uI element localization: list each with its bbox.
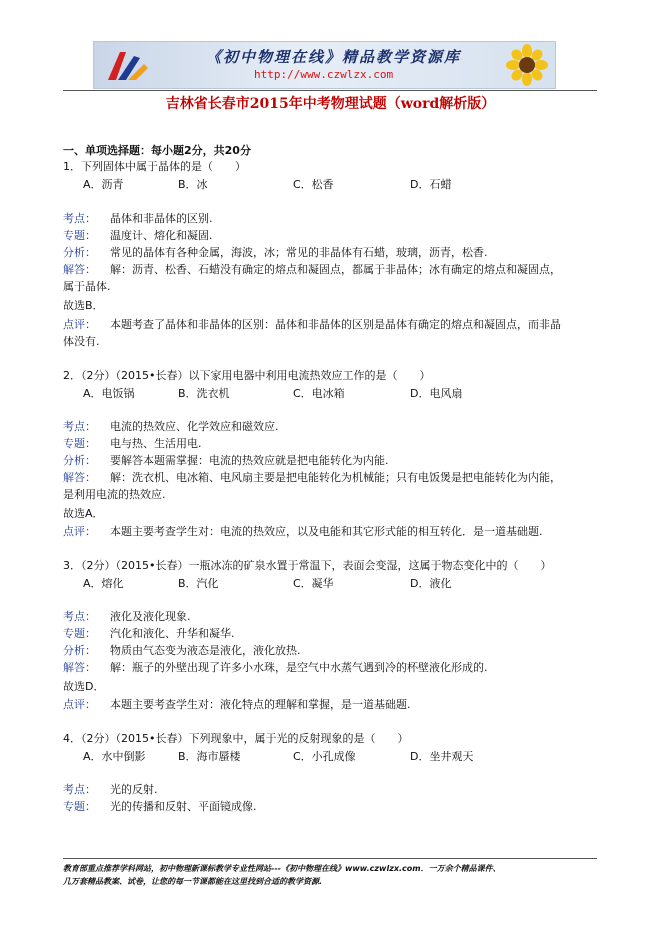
analysis-text: 解：洗衣机、电冰箱、电风扇主要是把电能转化为机械能；只有电饭煲是把电能转化为内能，	[110, 471, 561, 484]
analysis-row	[63, 318, 561, 332]
analysis-text: 温度计、熔化和凝固.	[110, 229, 213, 242]
analysis-text: 本题主要考查学生对：电流的热效应，以及电能和其它形式能的相互转化．是一道基础题.	[110, 525, 543, 538]
answer-line: 故选A．	[63, 507, 104, 520]
analysis-label: 点评：	[63, 525, 96, 538]
sunflower-icon	[505, 44, 549, 86]
analysis-text: 光的传播和反射、平面镜成像.	[110, 800, 257, 813]
banner-title: 《初中物理在线》精品教学资源库	[206, 48, 462, 66]
analysis-row	[63, 420, 279, 434]
analysis-label: 点评：	[63, 318, 96, 331]
answer-line: 故选D．	[63, 680, 105, 693]
analysis-row	[63, 698, 411, 712]
analysis-row	[63, 263, 561, 277]
question-2-stem: 2．（2分）（2015•长春）以下家用电器中利用电流热效应工作的是（ ）	[63, 369, 431, 382]
analysis-text: 本题主要考查学生对：液化特点的理解和掌握，是一道基础题.	[110, 698, 411, 711]
document-title: 吉林省长春市2015年中考物理试题（word解析版）	[165, 96, 496, 112]
question-1-option-b: B．冰	[178, 178, 208, 191]
site-logo-icon	[104, 46, 150, 84]
question-4-option-b: B．海市蜃楼	[178, 750, 241, 763]
analysis-text: 解：瓶子的外壁出现了许多小水珠，是空气中水蒸气遇到冷的杯壁液化形成的.	[110, 661, 488, 674]
analysis-row	[63, 454, 389, 468]
question-3-stem: 3．（2分）（2015•长春）一瓶冰冻的矿泉水置于常温下，表面会变湿，这属于物态变化中的（ ）	[63, 559, 552, 572]
footer-divider	[63, 858, 597, 859]
analysis-row	[63, 471, 561, 485]
analysis-label: 考点：	[63, 212, 96, 225]
analysis-row	[63, 800, 257, 814]
analysis-text: 物质由气态变为液态是液化，液化放热.	[110, 644, 301, 657]
page-footer	[63, 862, 597, 888]
analysis-text: 汽化和液化、升华和凝华.	[110, 627, 235, 640]
question-1-option-c: C．松香	[293, 178, 334, 191]
header-divider	[63, 90, 597, 91]
question-2-option-d: D．电风扇	[410, 387, 463, 400]
analysis-label: 专题：	[63, 627, 96, 640]
header-banner	[93, 41, 556, 89]
analysis-text: 常见的晶体有各种金属，海波，冰；常见的非晶体有石蜡，玻璃，沥青，松香.	[110, 246, 488, 259]
question-3-option-c: C．凝华	[293, 577, 334, 590]
analysis-label: 点评：	[63, 698, 96, 711]
question-2-option-b: B．洗衣机	[178, 387, 230, 400]
section-heading: 一、单项选择题：每小题2分，共20分	[63, 144, 251, 157]
analysis-label: 考点：	[63, 783, 96, 796]
question-3-option-a: A．熔化	[83, 577, 124, 590]
question-4-option-d: D．坐井观天	[410, 750, 474, 763]
analysis-label: 分析：	[63, 454, 96, 467]
footer-line-1: 教育部重点推荐学科网站，初中物理新课标教学专业性网站---《初中物理在线》www.czwlzx.com．一万余个精品课件、	[63, 864, 501, 873]
question-4-stem: 4．（2分）（2015•长春）下列现象中，属于光的反射现象的是（ ）	[63, 732, 409, 745]
question-2-option-c: C．电冰箱	[293, 387, 345, 400]
analysis-row	[63, 246, 488, 260]
analysis-label: 解答：	[63, 661, 96, 674]
question-1-option-d: D．石蜡	[410, 178, 452, 191]
analysis-row	[63, 610, 191, 624]
analysis-row	[63, 525, 543, 539]
question-4-option-c: C．小孔成像	[293, 750, 356, 763]
analysis-row	[63, 212, 213, 226]
analysis-text: 电流的热效应、化学效应和磁效应.	[110, 420, 279, 433]
answer-line: 故选B．	[63, 299, 104, 312]
analysis-row	[63, 627, 235, 641]
analysis-label: 分析：	[63, 246, 96, 259]
analysis-continuation: 体没有.	[63, 335, 100, 348]
analysis-row	[63, 437, 202, 451]
analysis-row	[63, 644, 301, 658]
analysis-row	[63, 229, 213, 243]
footer-line-2: 几万套精品教案、试卷，让您的每一节课都能在这里找到合适的教学资源.	[63, 877, 323, 886]
analysis-label: 考点：	[63, 610, 96, 623]
question-1-option-a: A．沥青	[83, 178, 124, 191]
analysis-text: 解：沥青、松香、石蜡没有确定的熔点和凝固点，都属于非晶体；冰有确定的熔点和凝固点，	[110, 263, 561, 276]
analysis-label: 考点：	[63, 420, 96, 433]
analysis-label: 专题：	[63, 800, 96, 813]
banner-url[interactable]: http://www.czwlzx.com	[254, 68, 394, 81]
analysis-label: 专题：	[63, 229, 96, 242]
analysis-text: 电与热、生活用电.	[110, 437, 202, 450]
question-3-option-b: B．汽化	[178, 577, 219, 590]
analysis-text: 要解答本题需掌握：电流的热效应就是把电能转化为内能.	[110, 454, 389, 467]
analysis-continuation: 是利用电流的热效应.	[63, 488, 166, 501]
analysis-label: 专题：	[63, 437, 96, 450]
analysis-label: 解答：	[63, 263, 96, 276]
analysis-label: 分析：	[63, 644, 96, 657]
question-2-option-a: A．电饭锅	[83, 387, 135, 400]
analysis-text: 晶体和非晶体的区别.	[110, 212, 213, 225]
analysis-text: 光的反射.	[110, 783, 158, 796]
question-4-option-a: A．水中倒影	[83, 750, 146, 763]
analysis-row	[63, 661, 488, 675]
analysis-row	[63, 783, 158, 797]
analysis-label: 解答：	[63, 471, 96, 484]
analysis-continuation: 属于晶体.	[63, 280, 111, 293]
analysis-text: 本题考查了晶体和非晶体的区别：晶体和非晶体的区别是晶体有确定的熔点和凝固点，而非晶	[110, 318, 561, 331]
analysis-text: 液化及液化现象.	[110, 610, 191, 623]
question-1-stem: 1．下列固体中属于晶体的是（ ）	[63, 160, 246, 173]
question-3-option-d: D．液化	[410, 577, 452, 590]
